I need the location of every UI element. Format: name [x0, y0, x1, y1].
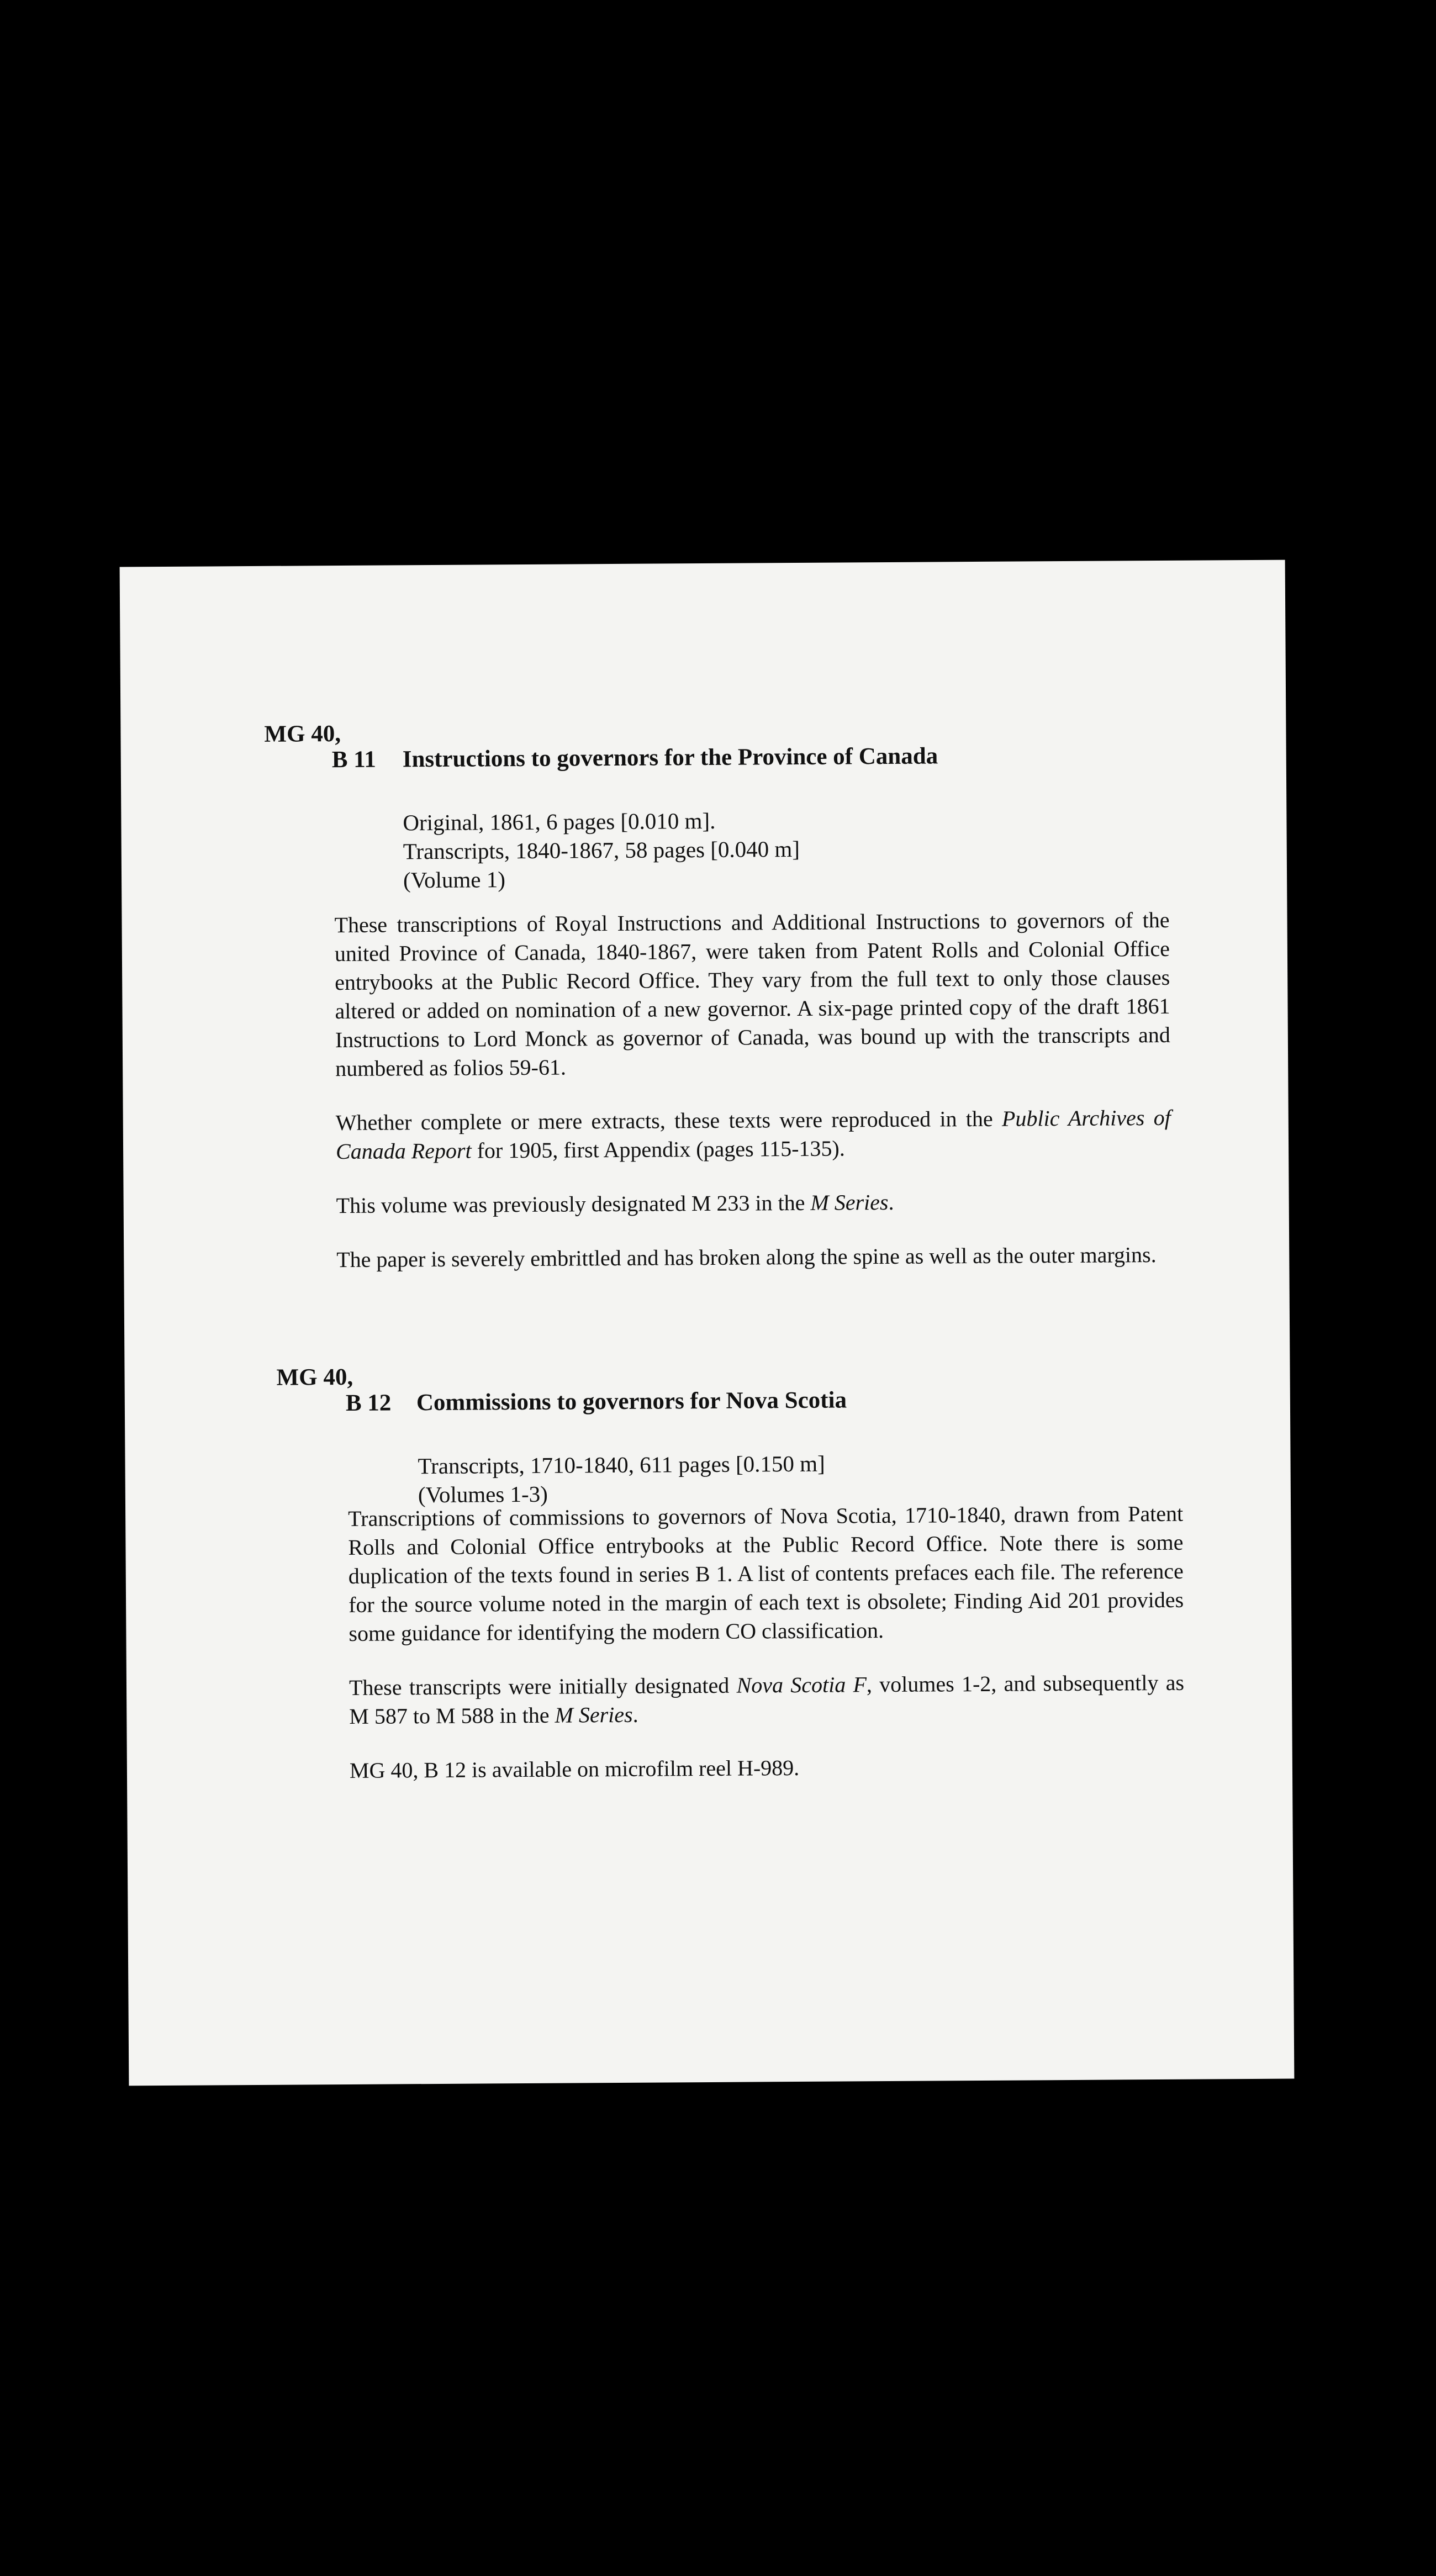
paragraph — [348, 1500, 1184, 1648]
series-heading — [332, 742, 938, 774]
italic-text: M Series — [555, 1702, 633, 1728]
document-page — [120, 560, 1295, 2086]
series-heading — [346, 1386, 847, 1418]
paragraph — [334, 906, 1170, 1083]
text-run: , volumes 1-2, and subsequently as M 587 to M 588 in the — [349, 1670, 1185, 1729]
entry-b12 — [124, 1358, 1290, 1783]
paragraph — [336, 1104, 1171, 1166]
manuscript-group-label: MG 40, — [276, 1364, 353, 1391]
extent-line: Transcripts, 1840-1867, 58 pages [0.040 m] — [403, 836, 800, 864]
paragraph — [349, 1669, 1185, 1731]
extent-line: (Volumes 1-3) — [418, 1481, 548, 1508]
text-run: Whether complete or mere extracts, these texts were reproduced in the — [335, 1106, 1002, 1136]
text-run: These transcripts were initially designated — [349, 1672, 737, 1700]
description — [348, 1500, 1185, 1810]
extent-line: Transcripts, 1710-1840, 611 pages [0.150 m] — [418, 1450, 825, 1479]
text-run: MG 40, B 12 is available on microfilm reel H-989. — [349, 1755, 800, 1783]
paragraph — [336, 1186, 1171, 1220]
text-run: This volume was previously designated M 233 in the — [336, 1190, 811, 1218]
text-run: . — [632, 1702, 638, 1727]
entry-b11 — [120, 715, 1286, 1273]
italic-text: Public Archives of Canada Report — [335, 1105, 1171, 1164]
italic-text: M Series — [810, 1189, 889, 1215]
paragraph — [336, 1241, 1171, 1274]
italic-text: Nova Scotia F — [736, 1672, 867, 1698]
text-run: These transcriptions of Royal Instructions and Additional Instructions to governors of the united Province of Canada, 1840-1867, were taken from Patent Rolls and Colonial Office entrybooks at the Public Record Office. They vary from the full text to only those clauses altered or added on nomination of a new governor. A six-page printed copy of the draft 1861 Instructions to Lord Monck as governor of Canada, was bound up with the transcripts and numbered as folios 59-61. — [334, 907, 1170, 1081]
description — [334, 906, 1171, 1300]
extent-line: Original, 1861, 6 pages [0.010 m]. — [403, 807, 716, 836]
manuscript-group-label: MG 40, — [264, 721, 341, 747]
text-run: . — [888, 1189, 894, 1215]
paragraph — [350, 1751, 1185, 1785]
series-title: Instructions to governors for the Province of Canada — [402, 743, 938, 773]
extent-block — [418, 1449, 825, 1509]
series-code: B 11 — [331, 746, 376, 773]
extent-block — [403, 806, 800, 894]
series-code: B 12 — [345, 1390, 392, 1416]
text-run: The paper is severely embrittled and has broken along the spine as well as the outer margins. — [336, 1242, 1157, 1273]
text-run: for 1905, first Appendix (pages 115-135). — [471, 1136, 845, 1163]
text-run: Transcriptions of commissions to governors of Nova Scotia, 1710-1840, drawn from Patent Rolls and Colonial Office entrybooks at the Public Record Office. Note there is some duplication of the texts found in series B 1. A list of contents prefaces each file. The reference for the source volume noted in the margin of each text is obsolete; Finding Aid 201 provides some guidance for identifying the modern CO classification. — [348, 1501, 1184, 1646]
extent-line: (Volume 1) — [403, 867, 506, 893]
series-title: Commissions to governors for Nova Scotia — [416, 1387, 847, 1416]
